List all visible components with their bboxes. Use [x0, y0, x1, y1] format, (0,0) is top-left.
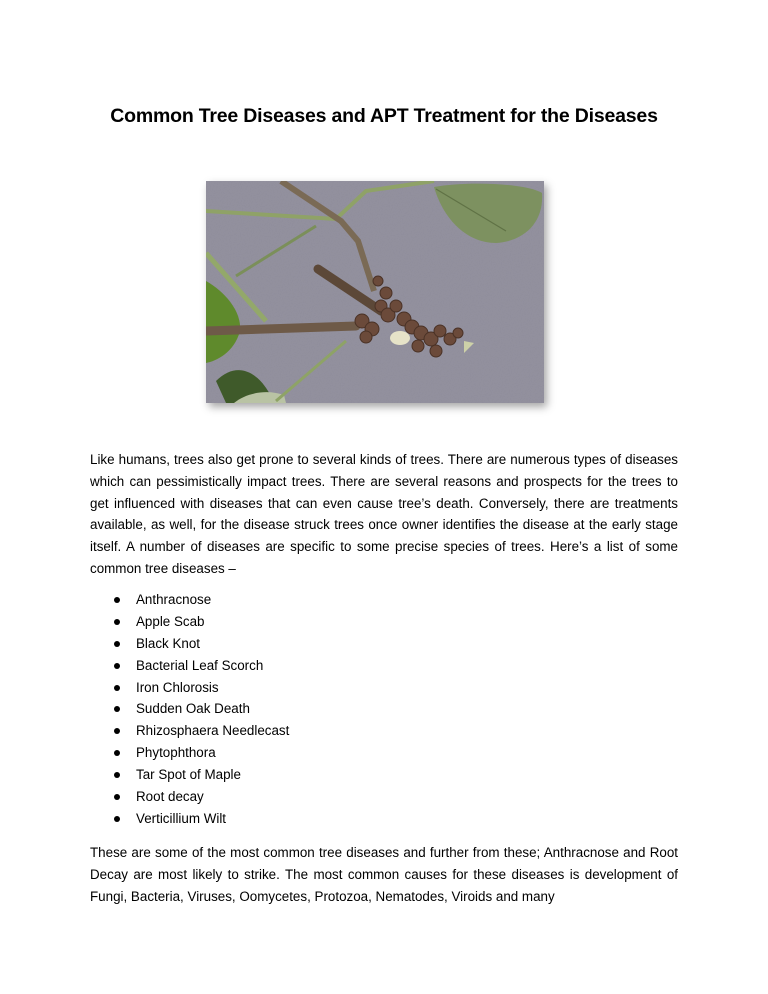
list-item: Anthracnose	[90, 589, 289, 611]
bullet-icon	[114, 619, 120, 625]
list-item: Phytophthora	[90, 742, 289, 764]
list-item: Iron Chlorosis	[90, 677, 289, 699]
tree-disease-photo	[206, 181, 544, 403]
bullet-icon	[114, 772, 120, 778]
list-item: Rhizosphaera Needlecast	[90, 720, 289, 742]
twig-image-icon	[206, 181, 544, 403]
closing-paragraph: These are some of the most common tree diseases and further from these; Anthracnose and Root Decay are most likely to strike. The most common causes for these diseases is development of Fungi, Bacteria, Viruses, Oomycetes, Protozoa, Nematodes, Viroids and many	[90, 845, 678, 904]
list-item: Sudden Oak Death	[90, 698, 289, 720]
disease-list	[90, 589, 289, 830]
list-item: Verticillium Wilt	[90, 808, 289, 830]
list-item: Bacterial Leaf Scorch	[90, 655, 289, 677]
intro-paragraph: Like humans, trees also get prone to several kinds of trees. There are numerous types of diseases which can pessimistically impact trees. There are several reasons and prospects for the trees to get influenced with diseases that can even cause tree’s death. Conversely, there are treatments available, as well, for the disease struck trees once owner identifies the disease at the early stage itself. A number of diseases are specific to some precise species of trees. Here’s a list of some common tree diseases –	[90, 452, 678, 576]
list-item: Root decay	[90, 786, 289, 808]
bullet-icon	[114, 663, 120, 669]
bullet-icon	[114, 685, 120, 691]
bullet-icon	[114, 750, 120, 756]
bullet-icon	[114, 597, 120, 603]
list-item: Apple Scab	[90, 611, 289, 633]
bullet-icon	[114, 706, 120, 712]
document-title: Common Tree Diseases and APT Treatment for the Diseases	[110, 105, 658, 128]
bullet-icon	[114, 641, 120, 647]
bullet-icon	[114, 728, 120, 734]
bullet-icon	[114, 794, 120, 800]
list-item: Tar Spot of Maple	[90, 764, 289, 786]
list-item: Black Knot	[90, 633, 289, 655]
bullet-icon	[114, 816, 120, 822]
